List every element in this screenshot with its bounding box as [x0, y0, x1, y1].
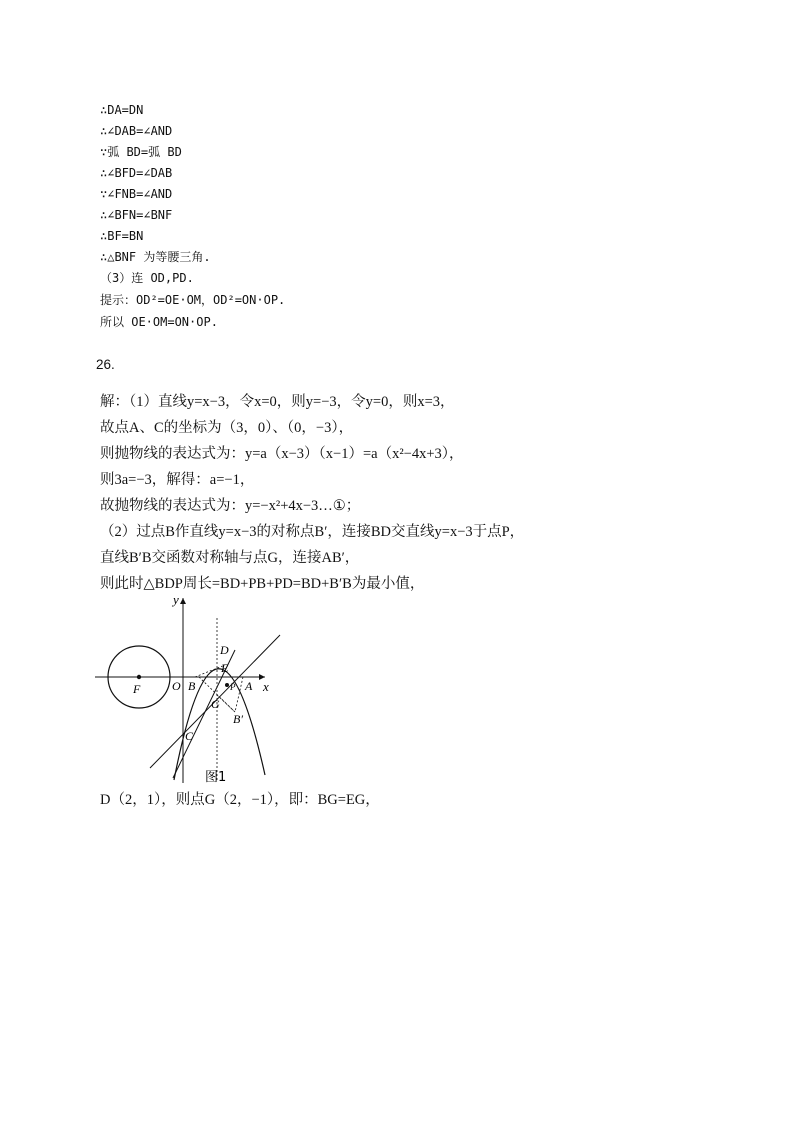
proof-line: （3）连 OD,PD. — [100, 271, 194, 285]
proof-line: ∴BF=BN — [100, 229, 144, 243]
proof-line: ∴△BNF 为等腰三角. — [100, 250, 211, 264]
proof-hint: 提示：OD²=OE·OM，OD²=ON·OP. — [100, 293, 286, 307]
solution-line: 则3a=−3，解得：a=−1， — [100, 472, 255, 488]
label-a: A — [245, 679, 253, 693]
proof-line: ∴∠DAB=∠AND — [100, 124, 173, 138]
label-c: C — [185, 729, 194, 743]
solution-line: 解：（1）直线y=x−3，令x=0，则y=−3，令y=0，则x=3， — [100, 394, 455, 410]
solution-line: 则此时△BDP周长=BD+PB+PD=BD+B′B为最小值， — [100, 576, 425, 592]
proof-line: ∴∠BFD=∠DAB — [100, 166, 173, 180]
proof-conclusion: 所以 OE·OM=ON·OP. — [100, 315, 218, 329]
point-p — [225, 683, 229, 687]
solution-line: 直线B′B交函数对称轴与点G，连接AB′， — [100, 550, 360, 566]
label-o: O — [172, 679, 181, 693]
question-number: 26. — [96, 357, 115, 372]
y-axis-arrow-icon — [180, 598, 186, 604]
label-y: y — [173, 592, 179, 607]
label-e: E — [221, 661, 229, 675]
figure-caption: 图1 — [205, 770, 227, 785]
solution-line: D（2，1），则点G（2，−1），即：BG=EG， — [100, 792, 380, 808]
label-p: P — [230, 682, 236, 692]
geometry-figure — [95, 590, 285, 785]
proof-line: ∴DA=DN — [100, 103, 144, 117]
label-f: F — [133, 682, 141, 696]
label-g: G — [211, 697, 220, 711]
proof-line: ∴∠BFN=∠BNF — [100, 208, 173, 222]
solution-line: 故点A、C的坐标为（3，0）、（0，−3）， — [100, 420, 354, 436]
label-b-prime: B′ — [233, 712, 243, 726]
point-f — [137, 675, 141, 679]
solution-line: 故抛物线的表达式为：y=−x²+4x−3…①； — [100, 498, 361, 514]
proof-line: ∵弧 BD=弧 BD — [100, 145, 182, 159]
label-b: B — [188, 679, 196, 693]
solution-line: 则抛物线的表达式为：y=a（x−3）（x−1）=a（x²−4x+3）， — [100, 446, 464, 462]
label-x: x — [263, 679, 269, 694]
solution-line: （2）过点B作直线y=x−3的对称点B′，连接BD交直线y=x−3于点P， — [100, 524, 525, 540]
proof-line: ∵∠FNB=∠AND — [100, 187, 173, 201]
label-d: D — [220, 643, 229, 657]
